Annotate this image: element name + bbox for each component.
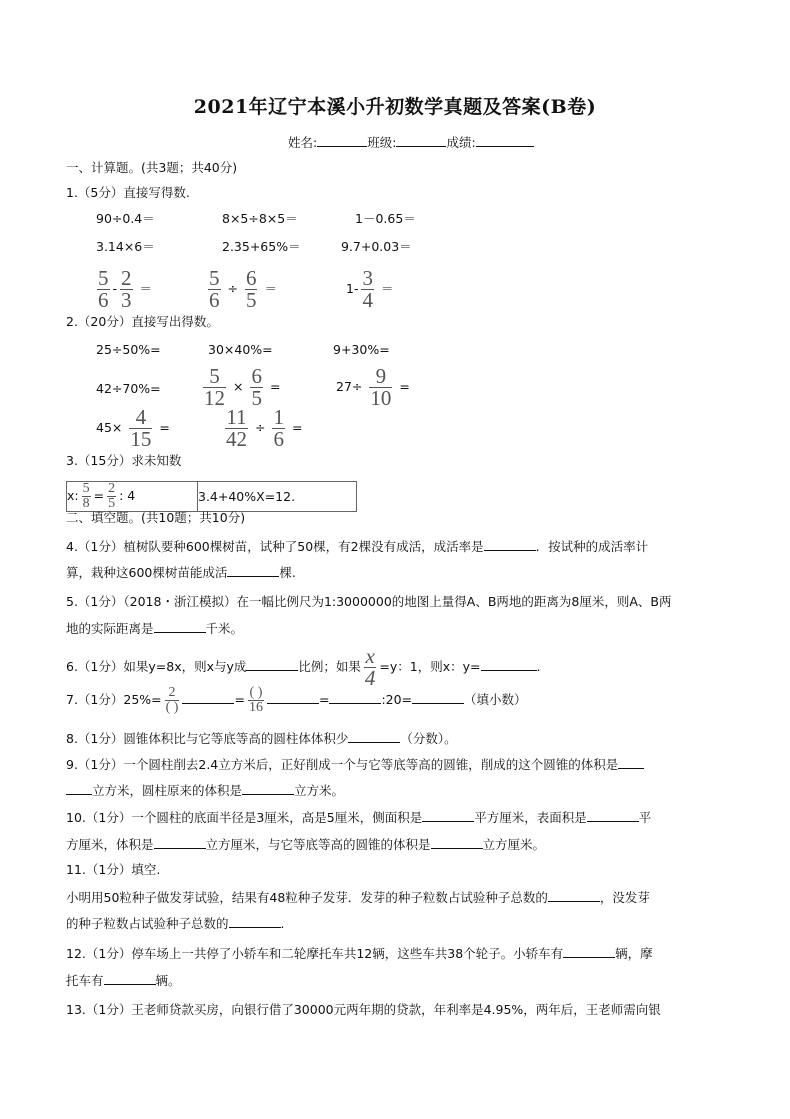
expr: 9.7+0.03＝: [341, 239, 412, 254]
expr: 27÷ $\frac{9}{10}$ =: [336, 364, 410, 410]
answer-blank[interactable]: [154, 620, 206, 633]
answer-blank[interactable]: [484, 538, 536, 551]
question: 地的实际距离是 千米。: [66, 621, 244, 636]
expr: 45× $\frac{4}{15}$ =: [96, 405, 170, 451]
expr: 8×5÷8×5＝: [222, 211, 298, 226]
answer-blank[interactable]: [267, 691, 319, 704]
expr: 2.35+65%＝: [222, 239, 301, 254]
question: 算，栽种这600棵树苗能成活 棵.: [66, 565, 296, 580]
question-label: 2.（20分）直接写出得数。: [66, 314, 219, 329]
answer-blank[interactable]: [481, 658, 537, 671]
fraction: $\frac{5}{6}$: [98, 266, 109, 312]
section-heading: 二、填空题。(共10题；共10分): [66, 510, 246, 525]
answer-blank[interactable]: [412, 691, 464, 704]
question: 托车有 辆。: [66, 973, 181, 988]
expr: $\frac{5}{6}$ ÷ $\frac{6}{5}$ ＝: [209, 266, 277, 312]
score-label: 成绩:: [446, 135, 476, 150]
fraction: $\frac{2}{3}$: [121, 266, 132, 312]
expr: 9+30%=: [333, 342, 390, 357]
question: 方厘米，体积是 立方厘米，与它等底等高的圆锥的体积是 立方厘米。: [66, 837, 546, 852]
question: 13.（1分）王老师贷款买房，向银行借了30000元两年期的贷款，年利率是4.95%，两年后，王老师需向银: [66, 1002, 661, 1017]
class-field[interactable]: [396, 134, 446, 147]
question: 12.（1分）停车场上一共停了小轿车和二轮摩托车共12辆，这些车共38个轮子。小轿车有 辆，摩: [66, 946, 653, 961]
fraction: $\frac{5}{6}$: [209, 266, 220, 312]
question: 6.（1分）如果y=8x，则x与y成 比例；如果 $\frac{x}{4}$ =y：1，则x：y= .: [66, 644, 541, 690]
name-label: 姓名:: [288, 135, 318, 150]
question: 立方米，圆柱原来的体积是 立方米。: [66, 782, 344, 799]
answer-blank[interactable]: [66, 782, 92, 795]
answer-blank[interactable]: [227, 564, 279, 577]
question: 11.（1分）填空.: [66, 862, 161, 877]
fraction: $\frac{6}{5}$: [245, 266, 257, 312]
answer-blank[interactable]: [154, 836, 206, 849]
answer-blank[interactable]: [618, 756, 644, 769]
expr: 90÷0.4＝: [96, 211, 155, 226]
expr: 30×40%=: [208, 342, 273, 357]
answer-blank[interactable]: [548, 889, 600, 902]
question: 的种子粒数占试验种子总数的 .: [66, 916, 285, 931]
equation-cell: 3.4+40%X=12.: [198, 482, 357, 512]
answer-blank[interactable]: [242, 782, 294, 795]
q1-row1: [96, 211, 155, 227]
student-info: [288, 134, 534, 151]
answer-blank[interactable]: [563, 945, 615, 958]
question: 8.（1分）圆锥体积比与它等底等高的圆柱体体积少 （分数）。: [66, 731, 457, 746]
question: 小明用50粒种子做发芽试验，结果有48粒种子发芽．发芽的种子粒数占试验种子总数的 ，没发芽: [66, 890, 650, 905]
question: 5.（1分）（2018・浙江模拟）在一幅比例尺为1:3000000的地图上量得A、B两地的距离为8厘米，则A、B两: [66, 594, 672, 609]
expr: $\frac{5}{12}$ × $\frac{6}{5}$ =: [204, 364, 281, 410]
question: 10.（1分）一个圆柱的底面半径是3厘米，高是5厘米，侧面积是 平方厘米，表面积是 平: [66, 810, 652, 825]
fraction: $\frac{3}{4}$: [362, 266, 373, 312]
equation-cell: x: $\frac{5}{8}$ = $\frac{2}{5}$ : 4: [67, 482, 198, 512]
answer-blank[interactable]: [422, 809, 474, 822]
answer-blank[interactable]: [104, 972, 156, 985]
question: 9.（1分）一个圆柱削去2.4立方米后，正好削成一个与它等底等高的圆锥，削成的这个圆锥的体积是: [66, 756, 644, 773]
name-field[interactable]: [317, 134, 367, 147]
page-title: 2021年辽宁本溪小升初数学真题及答案(B卷): [193, 96, 597, 118]
class-label: 班级:: [367, 135, 397, 150]
answer-blank[interactable]: [329, 691, 381, 704]
answer-blank[interactable]: [246, 658, 298, 671]
expr: 3.14×6＝: [96, 239, 155, 254]
question: 4.（1分）植树队要种600棵树苗，试种了50棵，有2棵没有成活，成活率是 ．按试种的成活率计: [66, 539, 649, 554]
equation-table: [66, 481, 357, 512]
section-heading: 一、计算题。(共3题；共40分): [66, 160, 238, 175]
answer-blank[interactable]: [431, 836, 483, 849]
answer-blank[interactable]: [229, 915, 281, 928]
answer-blank[interactable]: [587, 809, 639, 822]
answer-blank[interactable]: [182, 691, 234, 704]
expr: 1－0.65＝: [355, 211, 416, 226]
answer-blank[interactable]: [348, 730, 400, 743]
expr: 25÷50%=: [96, 342, 161, 357]
expr: $\frac{5}{6}$ - $\frac{2}{3}$ ＝: [98, 266, 153, 312]
question: 7.（1分）25%= $\frac{2}{( )}$ = $\frac{( )}{16}$ = :20= （填小数）: [66, 685, 527, 715]
score-field[interactable]: [476, 134, 534, 147]
expr: 1- $\frac{3}{4}$ ＝: [346, 266, 394, 312]
question-label: 1.（5分）直接写得数.: [66, 185, 190, 200]
expr: 42÷70%=: [96, 381, 161, 396]
question-label: 3.（15分）求未知数: [66, 453, 182, 468]
expr: $\frac{11}{42}$ ÷ $\frac{1}{6}$ =: [226, 405, 303, 451]
